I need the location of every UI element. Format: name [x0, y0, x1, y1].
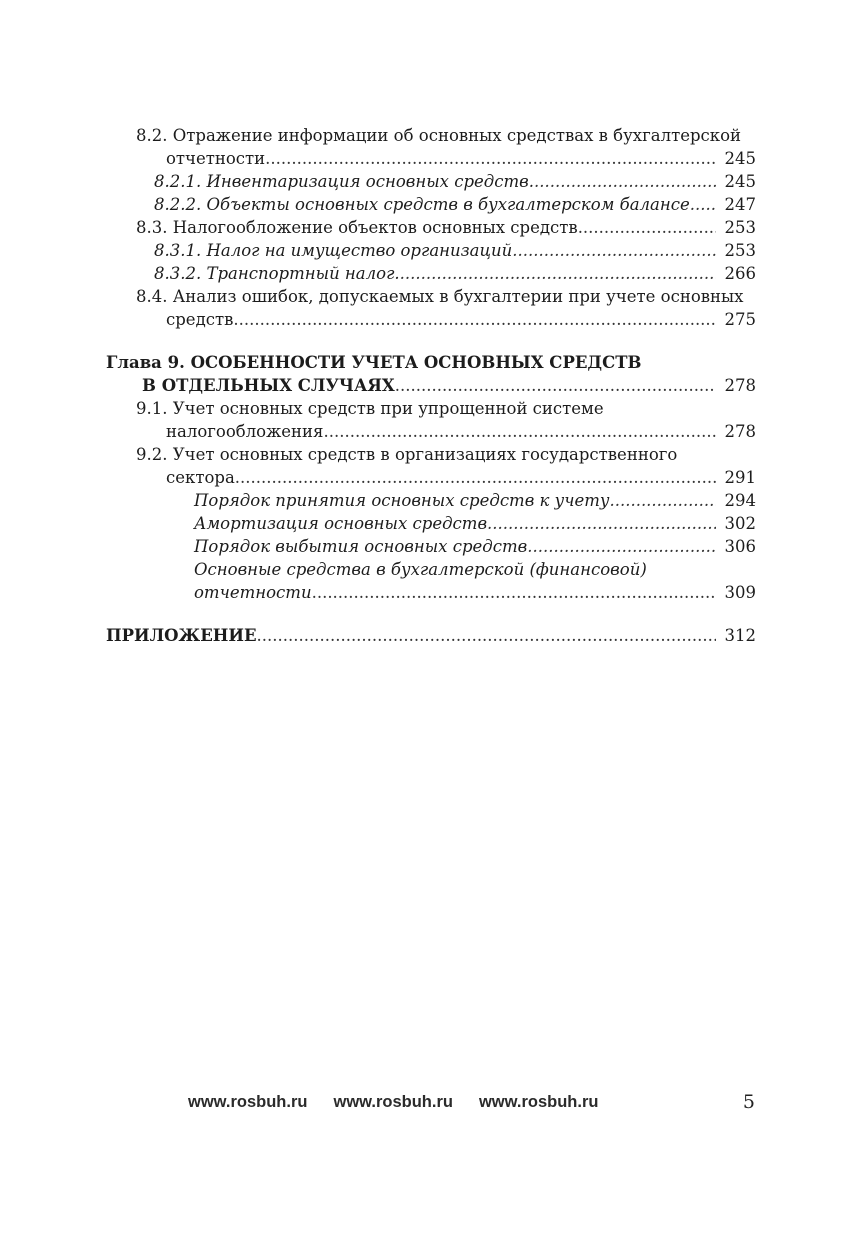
spacer	[106, 604, 756, 624]
toc-entry-9-2-item-4[interactable]	[106, 558, 756, 604]
dot-leader	[690, 193, 716, 216]
dot-leader	[534, 170, 716, 193]
toc-entry-9-1[interactable]	[106, 397, 756, 443]
footer-link[interactable]: www.rosbuh.ru	[478, 1093, 599, 1111]
toc-entry-8-3[interactable]	[106, 216, 756, 239]
toc-entry-title: 8.3. Налогообложение объектов основных средств	[136, 218, 578, 237]
toc-entry-title-cont: средств	[166, 310, 234, 329]
toc-entry-8-3-2[interactable]	[106, 262, 756, 285]
toc-entry-appendix[interactable]	[106, 624, 756, 647]
dot-leader	[312, 581, 716, 604]
toc-entry-8-2-1[interactable]	[106, 170, 756, 193]
toc-entry-8-4[interactable]	[106, 285, 756, 331]
toc-entry-title: 9.1. Учет основных средств при упрощенной системе	[136, 399, 604, 418]
dot-leader	[395, 374, 716, 397]
dot-leader	[235, 466, 716, 489]
toc-page-number: 306	[724, 537, 756, 556]
toc-entry-title-cont: отчетности	[166, 149, 266, 168]
toc-entry-9-2-item-2[interactable]	[106, 512, 756, 535]
dot-leader	[527, 535, 716, 558]
toc-appendix-title: ПРИЛОЖЕНИЕ	[106, 626, 257, 645]
toc-entry-title: 8.3.2. Транспортный налог.	[154, 264, 400, 283]
toc-page-number: 294	[724, 491, 756, 510]
dot-leader	[487, 512, 716, 535]
table-of-contents	[106, 124, 756, 647]
footer-link[interactable]: www.rosbuh.ru	[188, 1093, 308, 1111]
toc-entry-8-2-2[interactable]	[106, 193, 756, 216]
page-number: 5	[742, 1091, 755, 1113]
toc-entry-title: Порядок принятия основных средств к учету	[194, 491, 610, 510]
toc-chapter-title-cont: В ОТДЕЛЬНЫХ СЛУЧАЯХ	[142, 376, 395, 395]
toc-page-number: 245	[724, 172, 756, 191]
dot-leader	[257, 624, 716, 647]
toc-entry-title: Амортизация основных средств	[194, 514, 488, 533]
toc-page-number: 253	[724, 218, 756, 237]
footer-links	[188, 1093, 598, 1112]
toc-page-number: 275	[724, 310, 756, 329]
dot-leader	[512, 239, 716, 262]
toc-entry-title: 9.2. Учет основных средств в организациях государственного	[136, 445, 678, 464]
toc-page-number: 278	[724, 422, 756, 441]
dot-leader	[323, 420, 716, 443]
dot-leader	[609, 489, 716, 512]
toc-entry-title: 8.3.1. Налог на имущество организаций	[154, 241, 513, 260]
toc-entry-title-cont: налогообложения	[166, 422, 324, 441]
toc-page-number: 253	[724, 241, 756, 260]
toc-page-number: 247	[724, 195, 756, 214]
toc-page-number: 245	[724, 149, 756, 168]
toc-entry-title: 8.2. Отражение информации об основных средствах в бухгалтерской	[136, 126, 742, 145]
toc-chapter-title: Глава 9. ОСОБЕННОСТИ УЧЕТА ОСНОВНЫХ СРЕДСТВ	[106, 353, 642, 372]
toc-page-number: 302	[724, 514, 756, 533]
toc-entry-chapter-9[interactable]	[106, 351, 756, 397]
footer-link[interactable]: www.rosbuh.ru	[333, 1093, 453, 1111]
toc-page-number: 266	[724, 264, 756, 283]
dot-leader	[578, 216, 716, 239]
toc-entry-title-cont: отчетности	[194, 583, 312, 602]
toc-entry-9-2-item-3[interactable]	[106, 535, 756, 558]
toc-entry-title: Порядок выбытия основных средств	[194, 537, 528, 556]
toc-page-number: 309	[724, 583, 756, 602]
toc-entry-9-2-item-1[interactable]	[106, 489, 756, 512]
toc-page-number: 278	[724, 376, 756, 395]
toc-entry-8-2[interactable]	[106, 124, 756, 170]
toc-page-number: 291	[724, 468, 756, 487]
toc-entry-title: Основные средства в бухгалтерской (финансовой)	[194, 560, 647, 579]
dot-leader	[400, 262, 716, 285]
toc-entry-title: 8.2.1. Инвентаризация основных средств.	[154, 172, 534, 191]
dot-leader	[233, 308, 716, 331]
toc-entry-8-3-1[interactable]	[106, 239, 756, 262]
toc-entry-title: 8.2.2. Объекты основных средств в бухгалтерском балансе	[154, 195, 690, 214]
spacer	[106, 331, 756, 351]
toc-entry-9-2[interactable]	[106, 443, 756, 489]
toc-page-number: 312	[724, 626, 756, 645]
toc-entry-title-cont: сектора	[166, 468, 235, 487]
toc-entry-title: 8.4. Анализ ошибок, допускаемых в бухгалтерии при учете основных	[136, 287, 744, 306]
dot-leader	[265, 147, 716, 170]
